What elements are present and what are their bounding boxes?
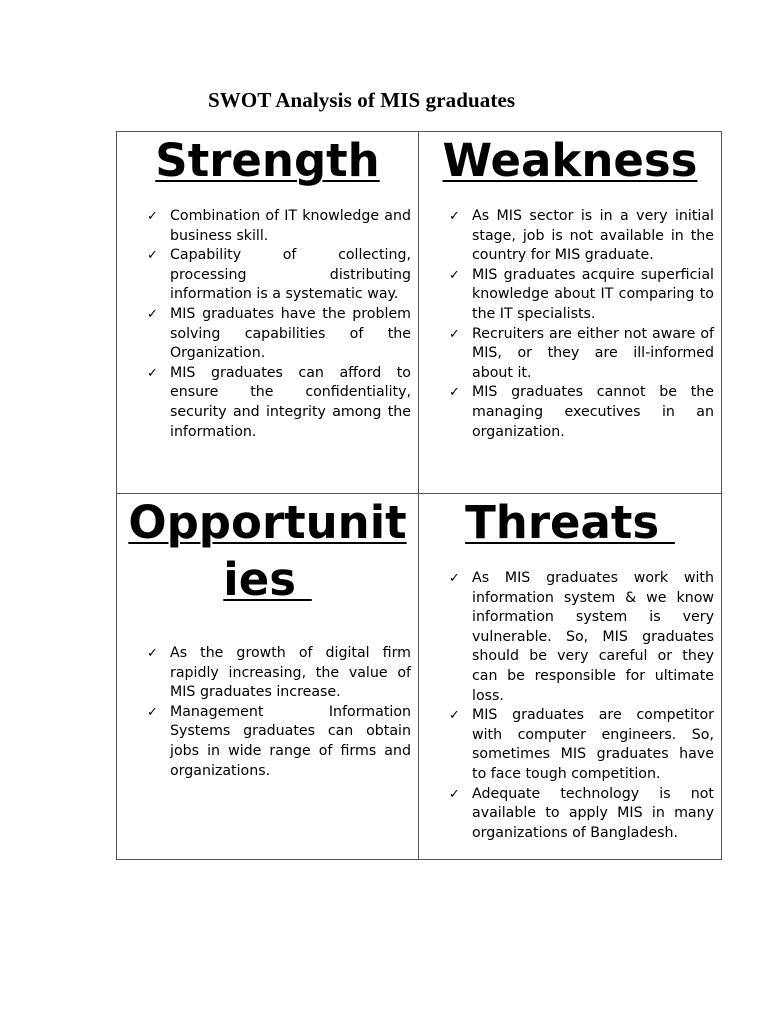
- checkmark-icon: ✓: [449, 786, 460, 802]
- bullet-point: [419, 266, 721, 325]
- bullet-text: Management Information Systems graduates can obtain jobs in wide range of firms and organizations.: [170, 703, 411, 779]
- checkmark-icon: ✓: [147, 646, 158, 661]
- bullet-text: As the growth of digital firm rapidly increasing, the value of MIS graduates increase.: [170, 645, 411, 701]
- bullet-point: [419, 383, 721, 442]
- strength-heading: Strength: [155, 134, 380, 187]
- swot-row-top: [117, 132, 722, 494]
- checkmark-icon: ✓: [449, 326, 460, 342]
- strength-list: [117, 207, 418, 442]
- bullet-point: [419, 569, 721, 706]
- opportunities-list: [117, 644, 418, 781]
- bullet-point: [419, 207, 721, 266]
- bullet-point: [419, 325, 721, 384]
- checkmark-icon: ✓: [449, 385, 460, 401]
- bullet-point: [117, 207, 418, 246]
- checkmark-icon: ✓: [147, 365, 158, 381]
- bullet-point: [117, 246, 418, 305]
- bullet-text: As MIS graduates work with information system & we know information system is very vulnerable. So, MIS graduates should be very careful or they can be responsible for ultimate loss.: [472, 570, 714, 704]
- threats-cell: [419, 494, 722, 860]
- bullet-text: MIS graduates are competitor with computer engineers. So, sometimes MIS graduates have to face tough competition.: [472, 707, 714, 782]
- threats-heading: Threats: [465, 496, 675, 549]
- opportunities-cell: [117, 494, 419, 860]
- strength-cell: [117, 132, 419, 494]
- bullet-text: Adequate technology is not available to apply MIS in many organizations of Bangladesh.: [472, 785, 714, 841]
- bullet-text: Combination of IT knowledge and business skill.: [170, 208, 411, 244]
- swot-row-bottom: [117, 494, 722, 860]
- checkmark-icon: ✓: [147, 306, 158, 322]
- bullet-text: MIS graduates cannot be the managing executives in an organization.: [472, 384, 714, 440]
- checkmark-icon: ✓: [147, 209, 158, 224]
- checkmark-icon: ✓: [147, 248, 158, 264]
- checkmark-icon: ✓: [449, 571, 460, 586]
- bullet-text: MIS graduates acquire superficial knowledge about IT comparing to the IT specialists.: [472, 266, 714, 322]
- weakness-list: [419, 207, 721, 442]
- bullet-point: [117, 703, 418, 781]
- checkmark-icon: ✓: [147, 704, 158, 720]
- bullet-text: As MIS sector is in a very initial stage, job is not available in the country for MIS graduate.: [472, 208, 714, 264]
- weakness-cell: [419, 132, 722, 494]
- checkmark-icon: ✓: [449, 209, 460, 224]
- document-title: SWOT Analysis of MIS graduates: [208, 88, 516, 112]
- bullet-point: [419, 706, 721, 784]
- bullet-point: [117, 644, 418, 703]
- bullet-text: Capability of collecting, processing distributing information is a systematic way.: [170, 247, 411, 303]
- threats-list: [419, 569, 721, 843]
- bullet-point: [117, 305, 418, 364]
- bullet-text: MIS graduates can afford to ensure the confidentiality, security and integrity among the information.: [170, 364, 411, 440]
- bullet-text: MIS graduates have the problem solving capabilities of the Organization.: [170, 305, 411, 362]
- bullet-point: [117, 364, 418, 442]
- checkmark-icon: ✓: [449, 267, 460, 283]
- swot-table: [116, 131, 722, 860]
- bullet-point: [419, 785, 721, 844]
- checkmark-icon: ✓: [449, 708, 460, 724]
- bullet-text: Recruiters are either not aware of MIS, or they are ill-informed about it.: [472, 325, 714, 381]
- weakness-heading: Weakness: [442, 134, 698, 187]
- opportunities-heading: Opportunit ies: [128, 496, 407, 606]
